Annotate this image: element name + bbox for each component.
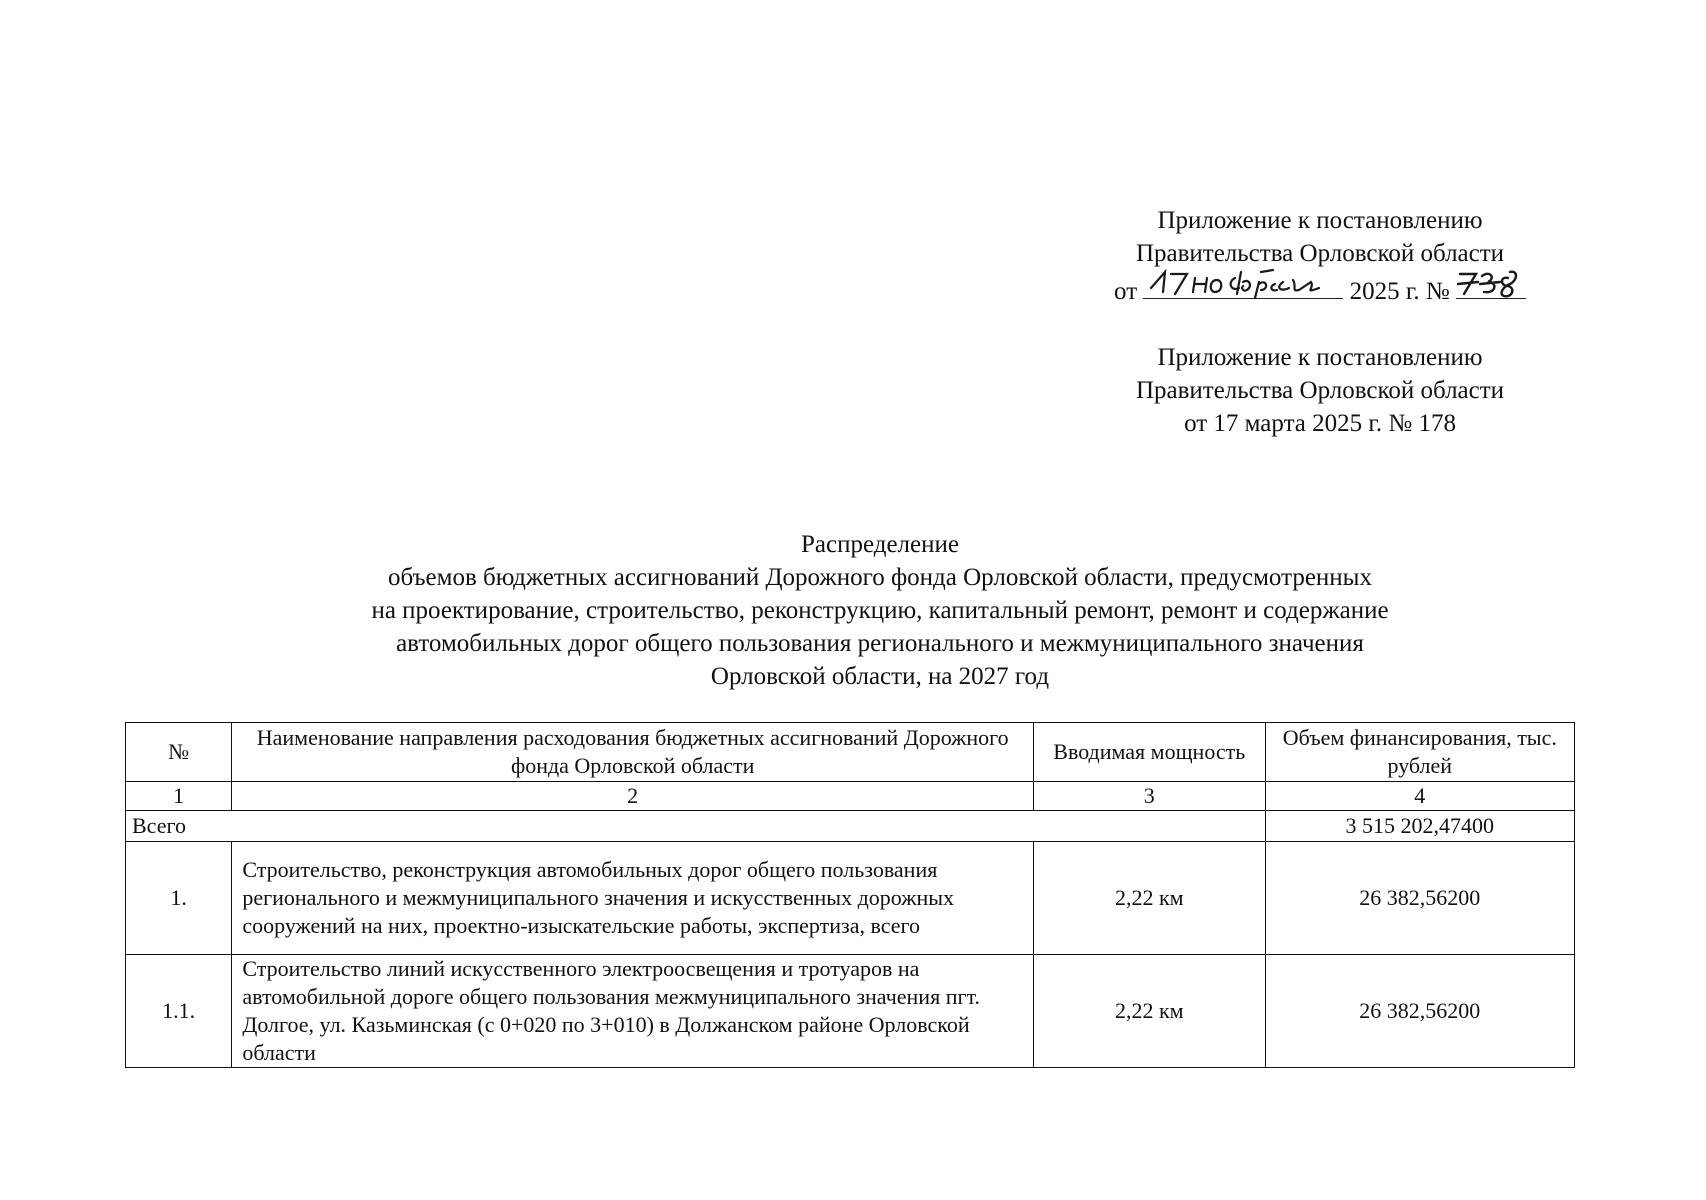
table-row: [126, 955, 1575, 1068]
appendix-current: [1050, 204, 1590, 440]
row-num: 1.1.: [126, 955, 232, 1068]
row-num: 1.: [126, 842, 232, 955]
header-volume: Объем финансирования, тыс. рублей: [1265, 723, 1574, 782]
year-text: 2025 г. №: [1349, 278, 1450, 305]
appendix-current-line2: Правительства Орловской области: [1135, 240, 1505, 267]
header-name: Наименование направления расходования бюджетных ассигнований Дорожного фонда Орловской области: [232, 723, 1034, 782]
appendix-current-date-line: [1050, 270, 1590, 308]
table-header-row: [126, 723, 1575, 782]
total-row: [126, 811, 1575, 842]
appendix-previous-line3: от 17 марта 2025 г. № 178: [1184, 410, 1456, 437]
header-num: №: [126, 723, 232, 782]
row-volume: 26 382,56200: [1265, 955, 1574, 1068]
date-prefix: от: [1114, 278, 1138, 305]
total-label: Всего: [126, 811, 1266, 842]
row-name: Строительство линий искусственного электроосвещения и тротуаров на автомобильной дороге общего пользования межмуниципального значения пгт. Долгое, ул. Казьминская (с 0+020 по 3+010) в Должанском районе Орловской области: [232, 955, 1034, 1068]
appendix-current-line1: Приложение к постановлению: [1157, 207, 1483, 234]
column-number: 4: [1265, 782, 1574, 811]
row-capacity: 2,22 км: [1034, 842, 1266, 955]
column-number: 3: [1034, 782, 1266, 811]
total-volume: 3 515 202,47400: [1265, 811, 1574, 842]
row-capacity: 2,22 км: [1034, 955, 1266, 1068]
title-line4: автомобильных дорог общего пользования регионального и межмуниципального значения: [396, 630, 1364, 657]
appendix-previous-line1: Приложение к постановлению: [1157, 344, 1483, 371]
column-number: 1: [126, 782, 232, 811]
document-title: [120, 528, 1640, 693]
handwritten-date-signature: [1143, 264, 1343, 300]
column-number-row: [126, 782, 1575, 811]
row-name: Строительство, реконструкция автомобильных дорог общего пользования регионального и межмуниципального значения и искусственных дорожных сооружений на них, проектно-изыскательские работы, экспертиза, всего: [232, 842, 1034, 955]
allocation-table: [125, 722, 1575, 1068]
title-line2: объемов бюджетных ассигнований Дорожного фонда Орловской области, предусмотренных: [388, 564, 1372, 591]
row-volume: 26 382,56200: [1265, 842, 1574, 955]
handwritten-number-signature: [1456, 264, 1526, 300]
title-line5: Орловской области, на 2027 год: [710, 663, 1050, 690]
handwritten-number: [1456, 270, 1526, 299]
table-row: [126, 842, 1575, 955]
header-capacity: Вводимая мощность: [1034, 723, 1266, 782]
title-line3: на проектирование, строительство, реконструкцию, капитальный ремонт, ремонт и содержание: [371, 597, 1389, 624]
title-line1: Распределение: [801, 531, 959, 558]
column-number: 2: [232, 782, 1034, 811]
appendix-previous-line2: Правительства Орловской области: [1135, 377, 1505, 404]
handwritten-date: [1143, 270, 1343, 299]
